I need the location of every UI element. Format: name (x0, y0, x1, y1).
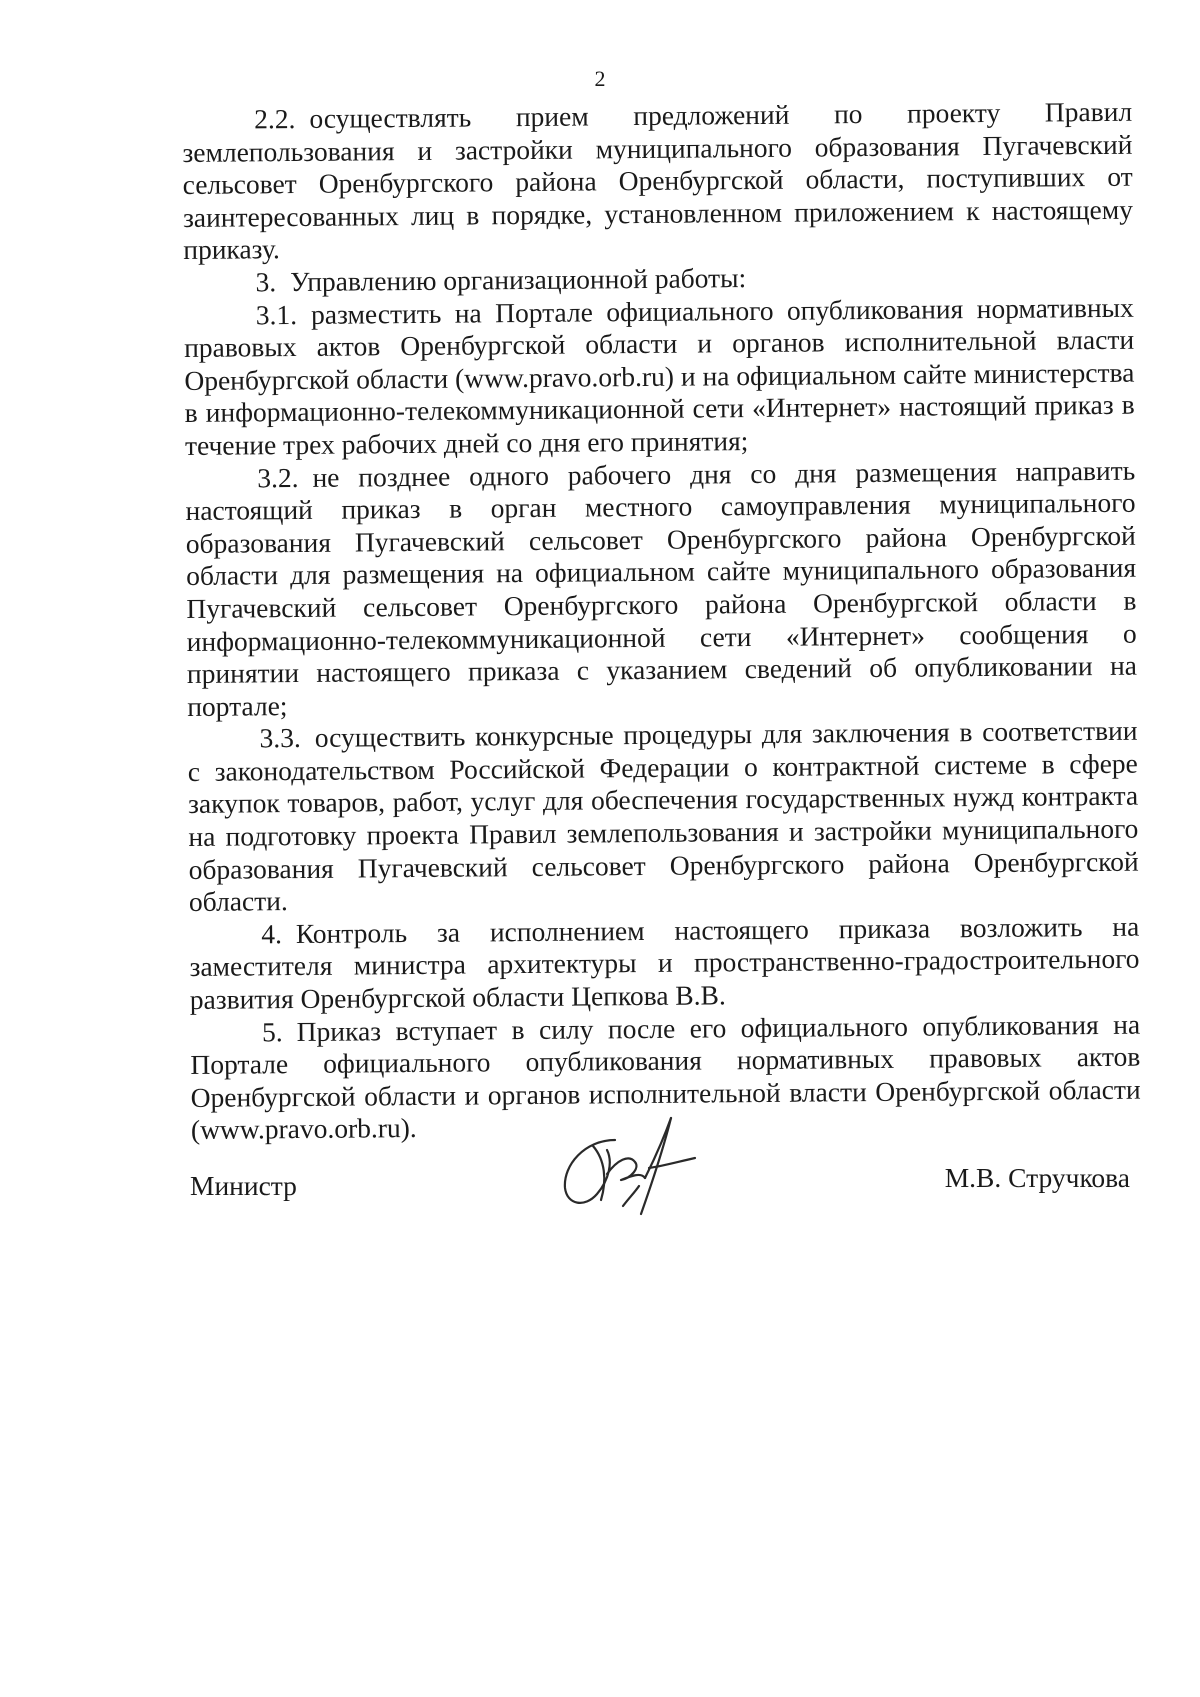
paragraph-text: Управлению организационной работы: (290, 262, 747, 298)
paragraph-number: 3.3. (259, 722, 301, 754)
paragraph-3-2 (185, 454, 1137, 723)
paragraph-number: 3.2. (257, 461, 299, 493)
paragraph-text: Приказ вступает в силу после его официального опубликования на Портале официального опубликования нормативных правовых актов Оренбургской области и органов исполнительной власти Оренбургской области (www.pravo.orb.ru). (190, 1008, 1141, 1146)
paragraph-number: 3.1. (255, 298, 298, 330)
signature-block (190, 1110, 1130, 1220)
paragraph-text: Контроль за исполнением настоящего приказа возложить на заместителя министра архитектуры и пространственно-градостроительного развития Оренбургской области Цепкова В.В. (189, 910, 1140, 1015)
paragraph-3-1 (184, 291, 1135, 462)
paragraph-text: не позднее одного рабочего дня со дня размещения направить настоящий приказ в орган местного самоуправления муниципального образования Пугачевский сельсовет Оренбургского района Оренбургской области для размещения на официальном сайте муниципального образования Пугачевский сельсовет Оренбургского района Оренбургской области в информационно-телекоммуникационной сети «Интернет» сообщения о принятии настоящего приказа с указанием сведений об опубликовании на портале; (185, 454, 1138, 722)
signatory-title: Министр (190, 1170, 297, 1201)
paragraph-3-3 (187, 715, 1139, 919)
paragraph-2-2 (182, 96, 1133, 267)
page-number: 2 (594, 66, 606, 91)
document-body (182, 96, 1141, 1147)
paragraph-number: 4. (261, 918, 283, 950)
handwritten-signature (545, 1110, 715, 1220)
signatory-name: М.В. Стручкова (944, 1162, 1130, 1193)
paragraph-text: осуществлять прием предложений по проекту Правил землепользования и застройки муниципального образования Пугачевский сельсовет Оренбургского района Оренбургской области, поступивших от заинтересованных лиц в порядке, установленном приложением к настоящему приказу. (182, 95, 1134, 266)
paragraph-text: разместить на Портале официального опубликования нормативных правовых актов Оренбургской области и органов исполнительной власти Оренбургской области (www.pravo.orb.ru) и на официальном сайте министерства в информационно-телекоммуникационной сети «Интернет» настоящий приказ в течение трех рабочих дней со дня его принятия; (183, 291, 1135, 461)
paragraph-number: 2.2. (253, 103, 296, 135)
paragraph-4 (189, 911, 1140, 1017)
paragraph-number: 5. (261, 1015, 283, 1047)
paragraph-text: осуществить конкурсные процедуры для заключения в соответствии с законодательством Российской Федерации о контрактной системе в сфере закупок товаров, работ, услуг для обеспечения государственных нужд контракта на подготовку проекта Правил землепользования и застройки муниципального образования Пугачевский сельсовет Оренбургского района Оренбургской области. (187, 714, 1139, 918)
paragraph-number: 3. (255, 266, 277, 298)
